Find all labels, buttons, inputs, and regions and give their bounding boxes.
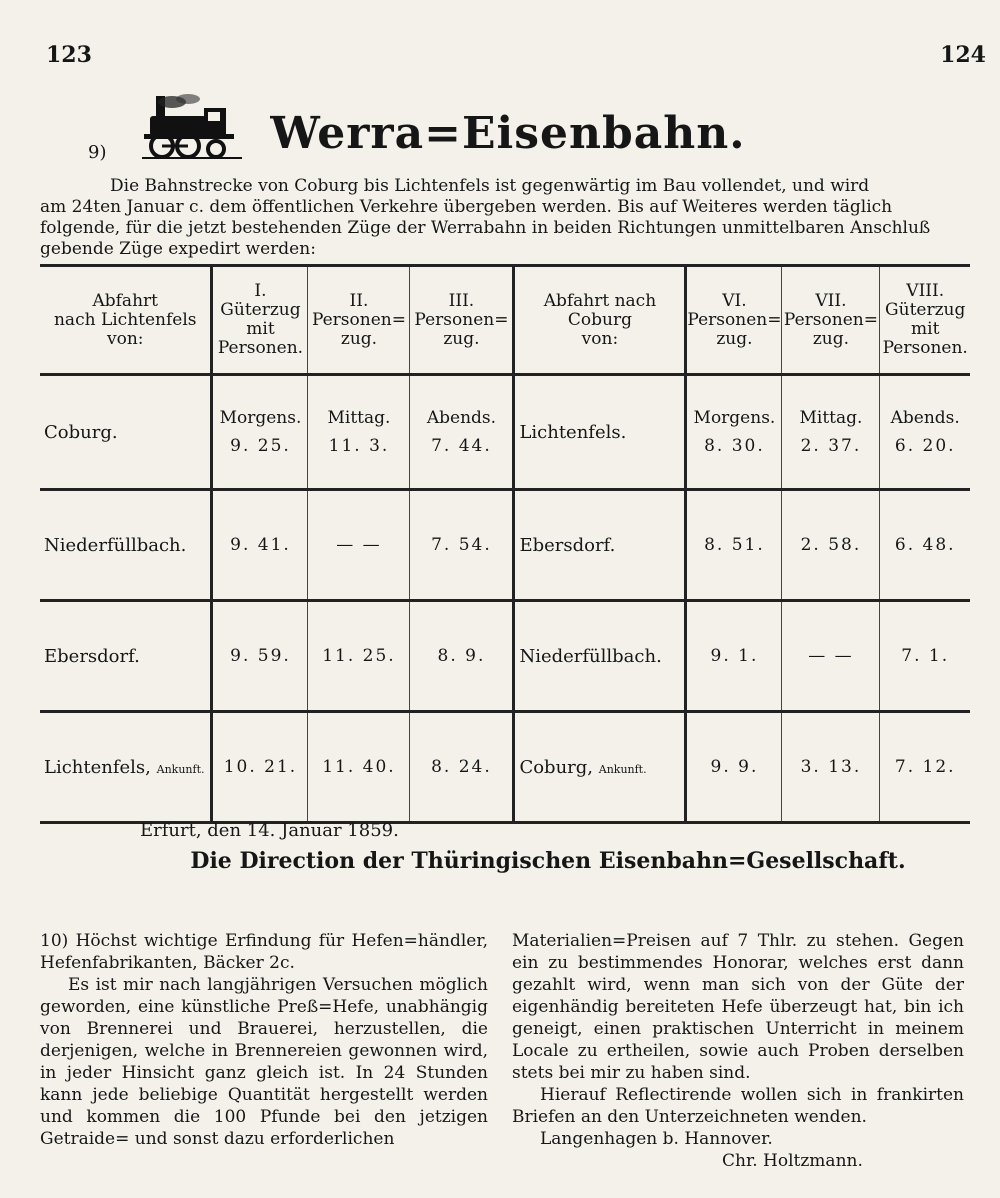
- time-value: 11. 25.: [322, 646, 396, 666]
- train-name-line: Personen=: [687, 309, 782, 330]
- signatory: Die Direction der Thüringischen Eisenbahn=Gesellschaft.: [190, 848, 906, 874]
- station-name: Coburg,: [519, 756, 594, 778]
- time-cell: [686, 490, 782, 601]
- time-value: 8. 30.: [704, 436, 765, 456]
- period-label: Morgens.: [219, 408, 302, 428]
- period-label: Abends.: [890, 408, 960, 428]
- time-cell: [686, 712, 782, 823]
- time-cell: [308, 601, 410, 712]
- train-header-VI: [686, 266, 782, 375]
- time-value: 3. 13.: [800, 757, 862, 777]
- table-row: [40, 490, 970, 601]
- station-left: [40, 712, 212, 823]
- station-name: Lichtenfels.: [519, 421, 627, 443]
- header-line: von:: [581, 328, 619, 349]
- period-label: Mittag.: [799, 408, 863, 428]
- train-name-line: zug.: [812, 328, 850, 349]
- time-cell: [212, 712, 308, 823]
- time-cell: [880, 712, 970, 823]
- table-row: [40, 375, 970, 490]
- table-row: [40, 712, 970, 823]
- train-header-II: [308, 266, 410, 375]
- period-label: Abends.: [426, 408, 497, 428]
- station-name: Lichtenfels,: [44, 756, 151, 778]
- train-number: I.: [254, 281, 267, 301]
- time-value: 6. 20.: [894, 436, 956, 456]
- time-value: 8. 51.: [704, 535, 765, 555]
- time-value: 9. 9.: [710, 757, 759, 777]
- time-cell: [410, 375, 514, 490]
- advertisement-right-column: [512, 930, 964, 1172]
- intro-line: gebende Züge expedirt werden:: [40, 239, 316, 259]
- table-row: [40, 601, 970, 712]
- time-value: — —: [808, 646, 854, 666]
- intro-line: Die Bahnstrecke von Coburg bis Lichtenfels ist gegenwärtig im Bau vollendet, und wird: [110, 176, 870, 196]
- time-cell: [308, 712, 410, 823]
- locomotive-icon: [142, 94, 242, 160]
- time-cell: [782, 712, 880, 823]
- station-right: [514, 490, 686, 601]
- time-cell: [410, 490, 514, 601]
- time-cell: [308, 490, 410, 601]
- train-number: VIII.: [906, 281, 945, 301]
- train-name-line: Personen=: [311, 309, 406, 330]
- time-value: 9. 41.: [230, 535, 291, 555]
- time-cell: [880, 375, 970, 490]
- timetable: [40, 264, 970, 824]
- train-name-line: Güterzug: [220, 300, 301, 320]
- intro-line: folgende, für die jetzt bestehenden Züge der Werrabahn in beiden Richtungen unmittelbaren Anschluß: [40, 218, 931, 238]
- station-name: Coburg.: [44, 421, 118, 443]
- advertisement-left-column: [40, 930, 488, 1150]
- train-name-line: mit: [246, 319, 275, 339]
- train-header-III: [410, 266, 514, 375]
- time-value: 7. 12.: [894, 757, 956, 777]
- train-name-line: Personen.: [882, 338, 968, 358]
- advertiser-signature: Chr. Holtzmann.: [722, 1151, 863, 1171]
- station-left: [40, 490, 212, 601]
- train-number: VII.: [815, 290, 847, 311]
- page-number-left: 123: [46, 42, 92, 68]
- train-header-VIII: [880, 266, 970, 375]
- header-departure-right: [514, 266, 686, 375]
- arrival-mark: Ankunft.: [156, 762, 205, 776]
- advertisement-body: Es ist mir nach langjährigen Versuchen möglich geworden, eine künstliche Preß=Hefe, unabhängig von Brennerei und Brauerei, herzustellen, die derjenigen, welche in Brennereien gewonnen wird, in jeder Hinsicht ganz gleich ist. In 24 Stunden kann jede beliebige Quantität hergestellt werden und kommen die 100 Pfunde bei den jetzigen Getraide= und sonst dazu erforderlichen: [40, 975, 488, 1149]
- time-value: 9. 1.: [710, 646, 759, 666]
- train-name-line: Güterzug: [885, 300, 966, 320]
- header-departure-left: [40, 266, 212, 375]
- place-date: Erfurt, den 14. Januar 1859.: [140, 820, 399, 841]
- time-value: 8. 24.: [431, 757, 492, 777]
- train-header-I: [212, 266, 308, 375]
- time-cell: [782, 375, 880, 490]
- page-number-right: 124: [940, 42, 986, 68]
- intro-line: am 24ten Januar c. dem öffentlichen Verkehre übergeben werden. Bis auf Weiteres werden täglich: [40, 197, 893, 217]
- station-name: Niederfüllbach.: [44, 534, 187, 556]
- train-name-line: zug.: [443, 328, 480, 349]
- page-title: Werra=Eisenbahn.: [270, 108, 746, 159]
- time-cell: [686, 601, 782, 712]
- station-name: Niederfüllbach.: [519, 645, 662, 667]
- time-value: 2. 58.: [800, 535, 862, 555]
- period-label: Morgens.: [693, 408, 776, 428]
- time-value: 9. 25.: [230, 436, 291, 456]
- train-name-line: Personen.: [217, 338, 304, 358]
- train-number: II.: [349, 290, 369, 311]
- station-name: Ebersdorf.: [519, 534, 616, 556]
- time-cell: [410, 601, 514, 712]
- time-cell: [212, 490, 308, 601]
- time-cell: [782, 490, 880, 601]
- time-cell: [880, 490, 970, 601]
- train-name-line: zug.: [716, 328, 753, 349]
- time-value: — —: [336, 535, 382, 555]
- station-name: Ebersdorf.: [44, 645, 140, 667]
- train-number: VI.: [722, 290, 747, 311]
- header-line: Abfahrt: [92, 290, 158, 311]
- arrival-mark: Ankunft.: [598, 762, 647, 776]
- header-line: Coburg: [567, 309, 632, 330]
- time-cell: [212, 375, 308, 490]
- header-line: nach Lichtenfels: [53, 309, 197, 330]
- time-value: 9. 59.: [230, 646, 291, 666]
- advertisement-heading: 10) Höchst wichtige Erfindung für Hefen=händler, Hefenfabrikanten, Bäcker 2c.: [40, 931, 488, 973]
- train-number: III.: [448, 290, 475, 311]
- period-label: Mittag.: [327, 408, 391, 428]
- timetable-header: [40, 266, 970, 375]
- time-cell: [212, 601, 308, 712]
- station-right: [514, 601, 686, 712]
- train-name-line: Personen=: [414, 309, 509, 330]
- time-value: 6. 48.: [894, 535, 956, 555]
- header-line: Abfahrt nach: [543, 290, 657, 311]
- station-left: [40, 375, 212, 490]
- time-value: 10. 21.: [223, 757, 298, 777]
- advertisement-body-continued: Materialien=Preisen auf 7 Thlr. zu stehen. Gegen ein zu bestimmendes Honorar, welches erst dann gezahlt wird, wenn man sich von der Güte der eigenhändig bereiteten Hefe überzeugt hat, bin ich geneigt, einen praktischen Unterricht in meinem Locale zu ertheilen, sowie auch Proben derselben stets bei mir zu haben sind.: [512, 931, 964, 1083]
- train-header-VII: [782, 266, 880, 375]
- header-line: von:: [106, 328, 144, 349]
- time-value: 7. 44.: [431, 436, 492, 456]
- train-name-line: zug.: [340, 328, 378, 349]
- time-value: 11. 40.: [322, 757, 396, 777]
- time-value: 2. 37.: [800, 436, 862, 456]
- time-cell: [782, 601, 880, 712]
- station-right: [514, 712, 686, 823]
- time-value: 7. 1.: [901, 646, 950, 666]
- time-cell: [880, 601, 970, 712]
- advertisement-contact: Hierauf Reflectirende wollen sich in frankirten Briefen an den Unterzeichneten wenden.: [512, 1085, 964, 1127]
- time-cell: [686, 375, 782, 490]
- station-left: [40, 601, 212, 712]
- time-cell: [410, 712, 514, 823]
- time-value: 8. 9.: [437, 646, 486, 666]
- train-name-line: Personen=: [783, 309, 878, 330]
- time-value: 11. 3.: [328, 436, 390, 456]
- time-value: 7. 54.: [431, 535, 492, 555]
- advertiser-place: Langenhagen b. Hannover.: [540, 1129, 773, 1149]
- train-name-line: mit: [911, 319, 940, 339]
- notice-number: 9): [88, 142, 107, 163]
- station-right: [514, 375, 686, 490]
- time-cell: [308, 375, 410, 490]
- intro-paragraph: [40, 176, 970, 260]
